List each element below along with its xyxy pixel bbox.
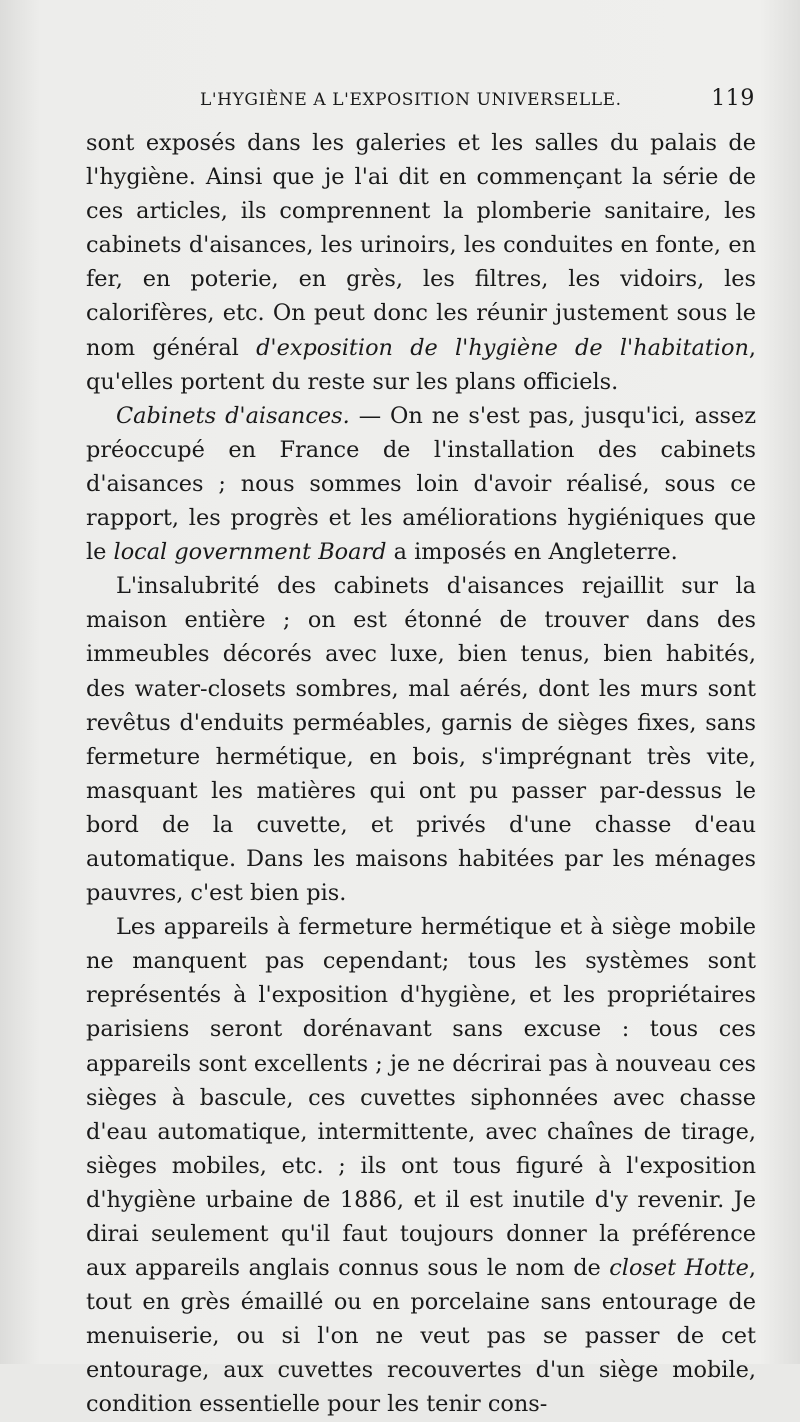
paragraph xyxy=(86,569,756,910)
text-run: L'insalubrité des cabinets d'aisances rejaillit sur la maison entière ; on est étonné de trouver dans des immeubles décorés avec luxe, bien tenus, bien habités, des water-closets sombres, mal aérés, dont les murs sont revêtus d'enduits perméables, garnis de sièges fixes, sans fermeture hermétique, en bois, s'imprégnant très vite, masquant les matières qui ont pu passer par-dessus le bord de la cuvette, et privés d'une chasse d'eau automatique. Dans les maisons habitées par les ménages pauvres, c'est bien pis. xyxy=(86,573,756,907)
text-run: sont exposés dans les galeries et les salles du palais de l'hygiène. Ainsi que je l'ai dit en commençant la série de ces articles, ils comprennent la plomberie sanitaire, les cabinets d'aisances, les urinoirs, les conduites en fonte, en fer, en poterie, en grès, les filtres, les vidoirs, les calorifères, etc. On peut donc les réunir justement sous le nom général xyxy=(86,130,756,361)
italic-run: local government Board xyxy=(113,539,387,566)
running-title: L'HYGIÈNE A L'EXPOSITION UNIVERSELLE. xyxy=(200,90,622,110)
body-text xyxy=(86,126,756,1422)
paragraph xyxy=(86,910,756,1421)
paragraph xyxy=(86,126,756,399)
text-run: a imposés en Angleterre. xyxy=(386,539,678,566)
paragraph xyxy=(86,399,756,569)
page-number: 119 xyxy=(711,86,755,111)
running-header xyxy=(200,86,755,116)
text-run: — On ne s'est pas, jusqu'ici, assez préoccupé en France de l'installation des cabinets d'aisances ; nous sommes loin d'avoir réalisé, sous ce rapport, les progrès et les améliorations hygiéniques que le xyxy=(86,402,756,566)
italic-run: closet Hotte xyxy=(609,1255,749,1282)
text-run: , tout en grès émaillé ou en porcelaine sans entourage de menuiserie, ou si l'on ne veut pas se passer de cet entourage, aux cuvettes recouvertes d'un siège mobile, condition essentielle pour les tenir cons- xyxy=(86,1255,757,1418)
section-heading: Cabinets d'aisances. xyxy=(116,402,350,429)
text-run: Les appareils à fermeture hermétique et à siège mobile ne manquent pas cependant; tous les systèmes sont représentés à l'exposition d'hygiène, et les propriétaires parisiens seront dorénavant sans excuse : tous ces appareils sont excellents ; je ne décrirai pas à nouveau ces sièges à bascule, ces cuvettes siphonnées avec chasse d'eau automatique, intermittente, avec chaînes de tirage, sièges mobiles, etc. ; ils ont tous figuré à l'exposition d'hygiène urbaine de 1886, et il est inutile d'y revenir. Je dirai seulement qu'il faut toujours donner la préférence aux appareils anglais connus sous le nom de xyxy=(86,914,756,1282)
text-run: , qu'elles portent du reste sur les plans officiels. xyxy=(86,334,756,395)
italic-run: d'exposition de l'hygiène de l'habitation xyxy=(256,334,749,361)
